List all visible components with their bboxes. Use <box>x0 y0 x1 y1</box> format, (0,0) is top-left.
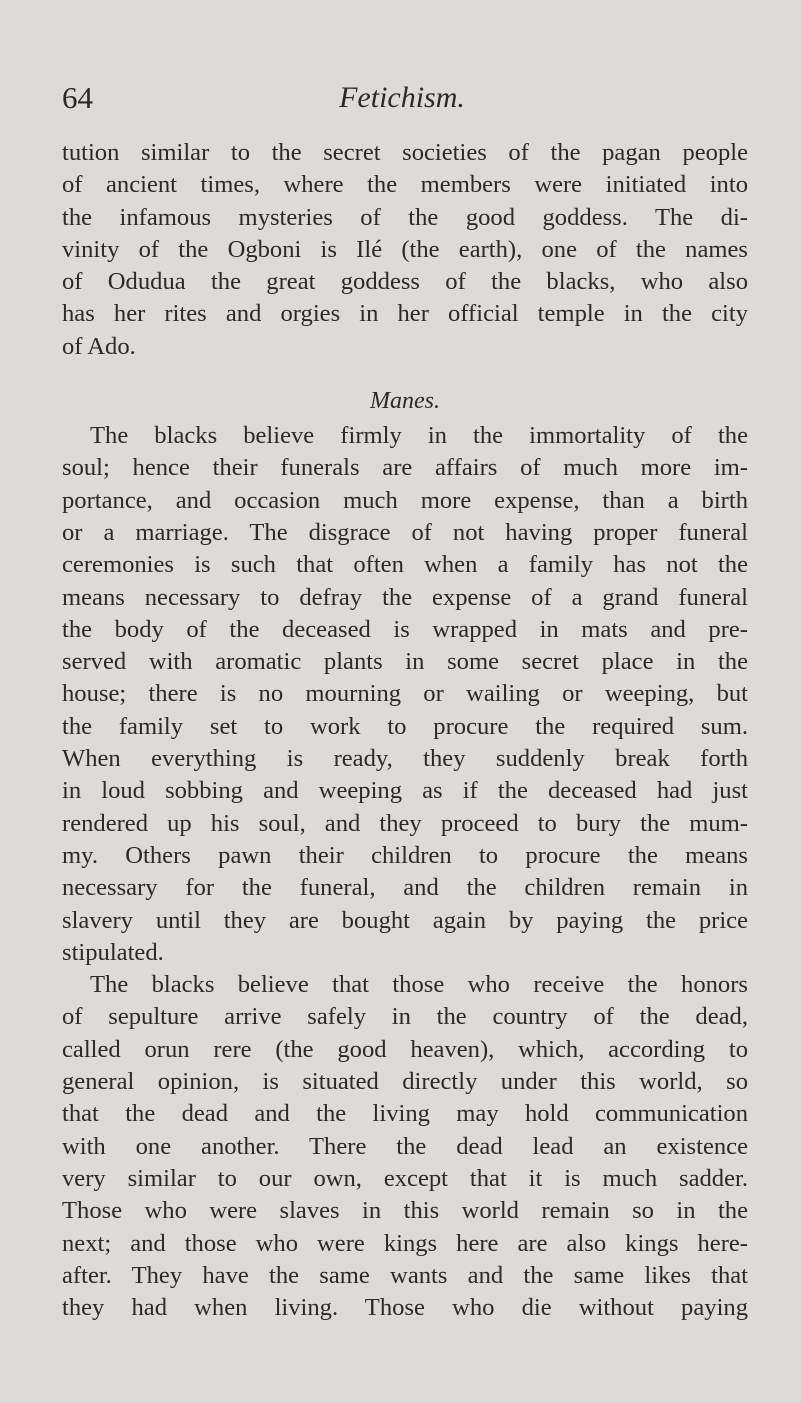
paragraph <box>62 137 748 363</box>
paragraph <box>62 420 748 969</box>
text-line: of ancient times, where the members were initiated into <box>62 171 748 199</box>
text-line: called orun rere (the good heaven), which, according to <box>62 1035 748 1063</box>
text-line: rendered up his soul, and they proceed to bury the mum- <box>62 809 748 837</box>
text-line: The blacks believe that those who receive the honors <box>90 971 748 999</box>
page-number: 64 <box>62 80 93 115</box>
text-line: of sepulture arrive safely in the country of the dead, <box>62 1003 748 1031</box>
text-line: house; there is no mourning or wailing or weeping, but <box>62 680 748 708</box>
text-line: Those who were slaves in this world remain so in the <box>62 1197 748 1225</box>
page-header <box>62 78 742 118</box>
body-text <box>62 137 748 1324</box>
text-line: soul; hence their funerals are affairs of much more im- <box>62 454 748 482</box>
running-head: Fetichism. <box>339 81 465 114</box>
text-line: the family set to work to procure the required sum. <box>62 712 748 740</box>
text-line: general opinion, is situated directly under this world, so <box>62 1068 748 1096</box>
text-line: vinity of the Ogboni is Ilé (the earth), one of the names <box>62 235 748 263</box>
text-line: or a marriage. The disgrace of not having proper funeral <box>62 518 748 546</box>
text-line: tution similar to the secret societies of the pagan people <box>62 139 748 166</box>
text-line: served with aromatic plants in some secret place in the <box>62 648 748 676</box>
text-line: means necessary to defray the expense of a grand funeral <box>62 583 748 611</box>
paragraph <box>62 969 748 1324</box>
text-line: in loud sobbing and weeping as if the deceased had just <box>62 777 748 805</box>
text-line: ceremonies is such that often when a family has not the <box>62 551 748 579</box>
text-line: with one another. There the dead lead an existence <box>62 1132 748 1160</box>
text-line: stipulated. <box>62 938 164 966</box>
text-line: after. They have the same wants and the same likes that <box>62 1261 748 1289</box>
text-line: of Ado. <box>62 332 136 360</box>
text-line: the body of the deceased is wrapped in mats and pre- <box>62 615 748 643</box>
text-line: my. Others pawn their children to procure the means <box>62 841 748 869</box>
text-line: portance, and occasion much more expense, than a birth <box>62 486 748 514</box>
text-line: the infamous mysteries of the good goddess. The di- <box>62 203 748 231</box>
text-line: has her rites and orgies in her official temple in the city <box>62 300 748 328</box>
text-line: When everything is ready, they suddenly break forth <box>62 745 748 773</box>
text-line: very similar to our own, except that it is much sadder. <box>62 1164 748 1192</box>
text-line: necessary for the funeral, and the children remain in <box>62 874 748 902</box>
text-line: slavery until they are bought again by paying the price <box>62 906 748 934</box>
text-line: that the dead and the living may hold communication <box>62 1100 748 1128</box>
text-line: they had when living. Those who die without paying <box>62 1294 748 1322</box>
text-line: next; and those who were kings here are also kings here- <box>62 1229 748 1257</box>
section-heading: Manes. <box>370 388 440 415</box>
text-line: The blacks believe firmly in the immortality of the <box>90 422 748 450</box>
text-line: of Odudua the great goddess of the blacks, who also <box>62 268 748 296</box>
